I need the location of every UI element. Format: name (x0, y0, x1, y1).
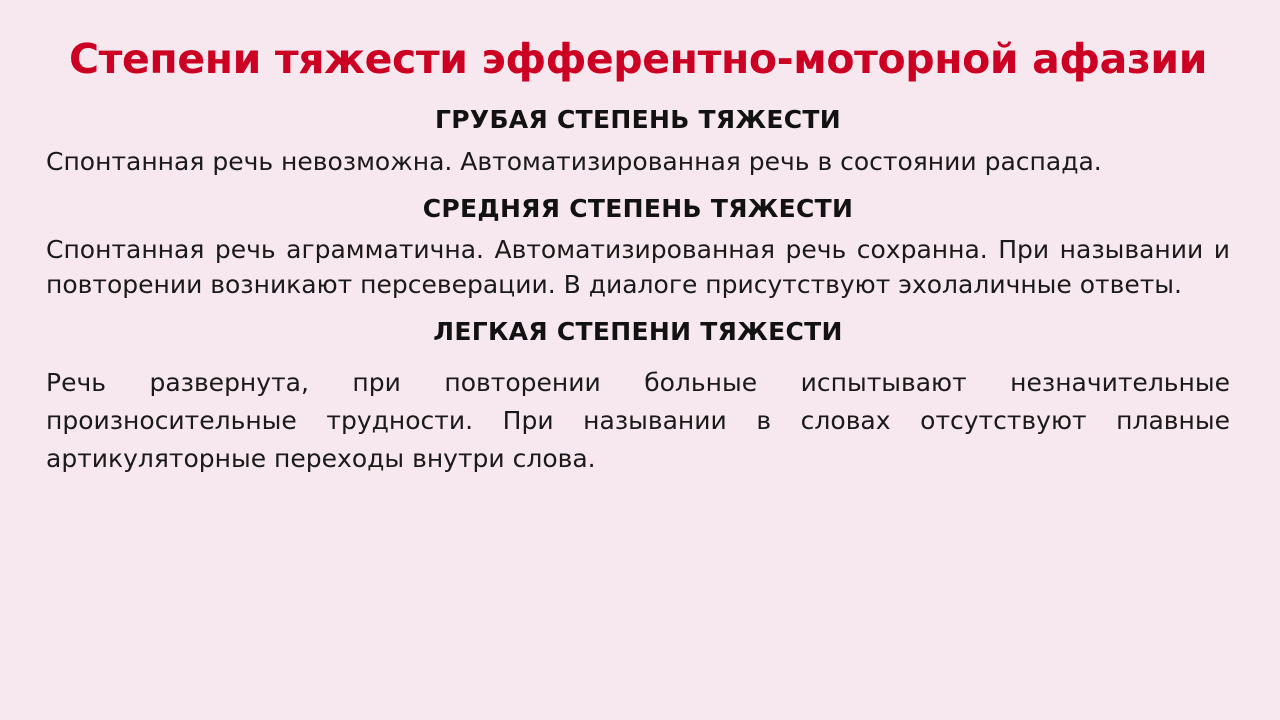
section-moderate (46, 194, 1230, 303)
page-title: Степени тяжести эфферентно-моторной афазии (68, 35, 1208, 83)
section-mild (46, 317, 1230, 478)
section-heading-severe: ГРУБАЯ СТЕПЕНЬ ТЯЖЕСТИ (435, 105, 841, 135)
section-body-severe: Спонтанная речь невозможна. Автоматизированная речь в состоянии распада. (46, 147, 1102, 177)
section-body-moderate: Спонтанная речь аграмматична. Автоматизированная речь сохранна. При назывании и повторении возникают персеверации. В диалоге присутствуют эхолаличные ответы. (46, 234, 1230, 300)
section-severe (46, 105, 1230, 180)
section-heading-mild: ЛЕГКАЯ СТЕПЕНИ ТЯЖЕСТИ (433, 316, 843, 346)
section-body-mild: Речь развернута, при повторении больные испытывают незначительные произносительные трудности. При назывании в словах отсутствуют плавные артикуляторные переходы внутри слова. (46, 367, 1230, 473)
section-heading-moderate: СРЕДНЯЯ СТЕПЕНЬ ТЯЖЕСТИ (422, 193, 854, 223)
